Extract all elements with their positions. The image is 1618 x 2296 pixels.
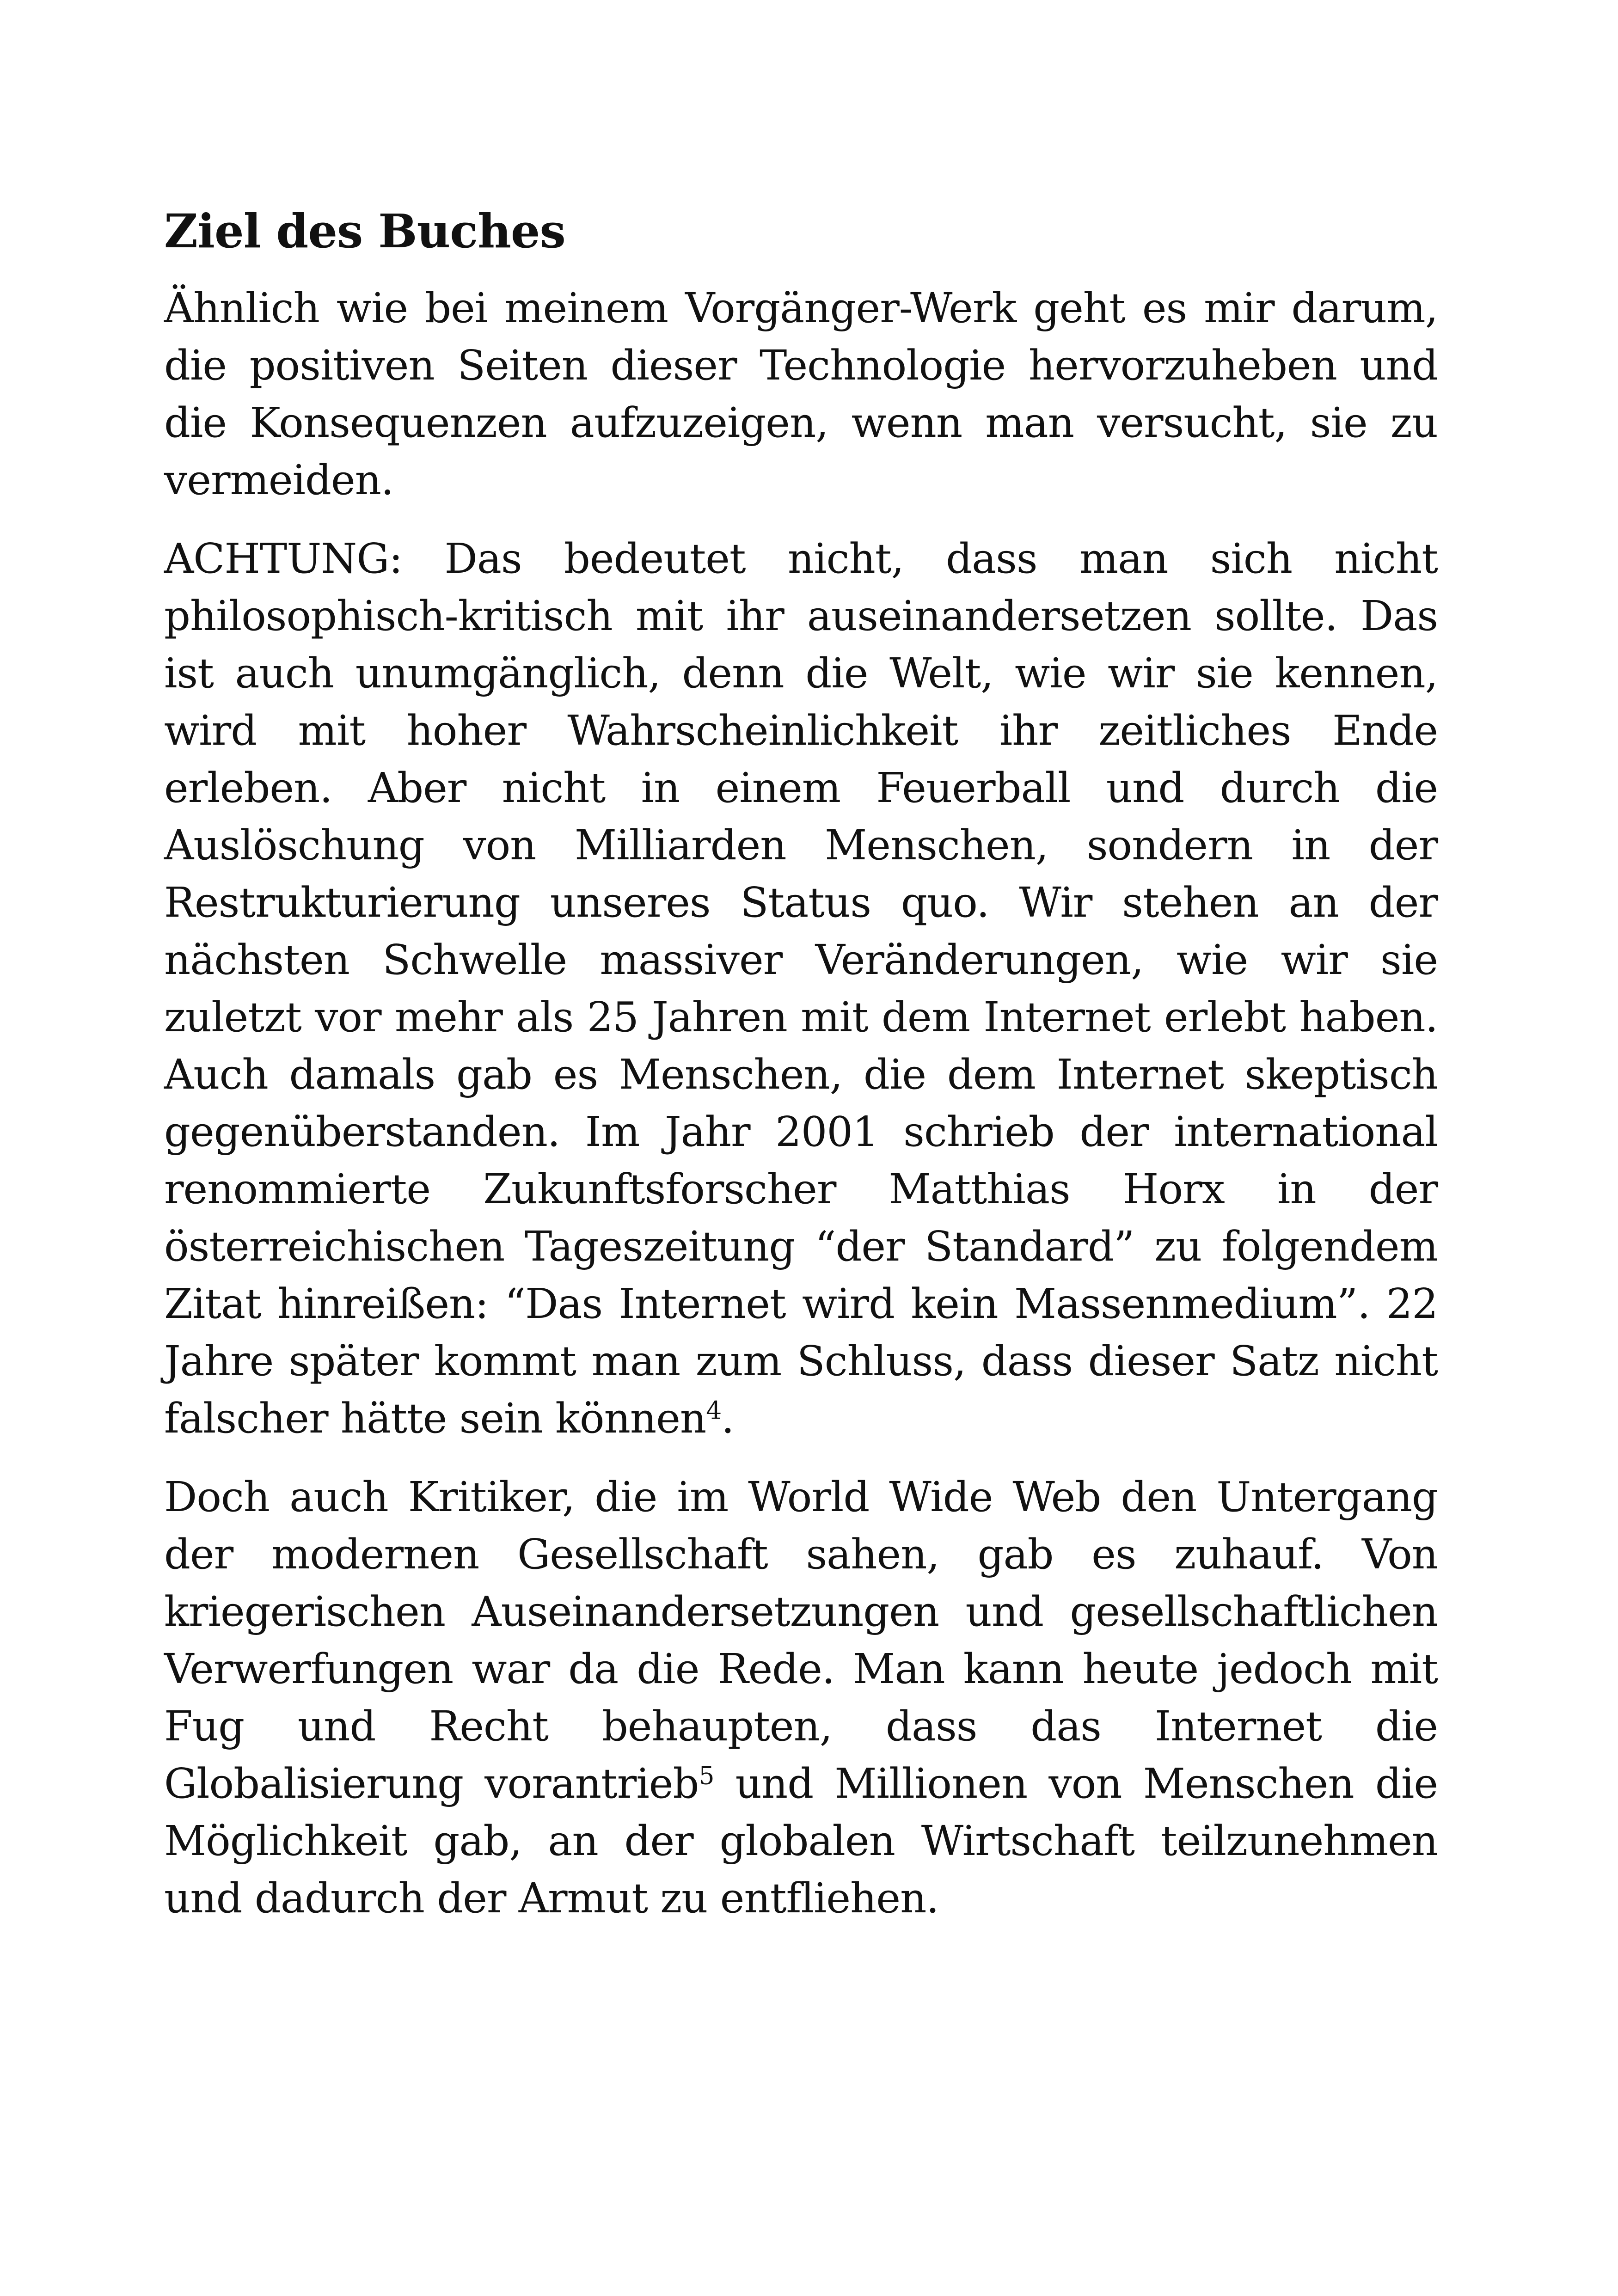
paragraph-achtung-end: .	[721, 1394, 734, 1442]
paragraph-kritiker-text-b: und Millionen von Menschen die Möglichkeit gab, an der globalen Wirtschaft teilzunehmen und dadurch der Armut zu entfliehen.	[164, 1759, 1438, 1922]
footnote-marker-5[interactable]: 5	[699, 1761, 714, 1790]
paragraph-kritiker-text-a: Doch auch Kritiker, die im World Wide Web den Untergang der modernen Gesellschaft sahen, gab es zuhauf. Von kriegerischen Auseinandersetzungen und gesellschaftlichen Verwerfungen war da die Rede. Man kann heute jedoch mit Fug und Recht behaupten, dass das Internet die Globalisierung vorantrieb	[164, 1473, 1438, 1807]
book-page	[164, 203, 1438, 1927]
footnote-marker-4[interactable]: 4	[706, 1396, 722, 1425]
paragraph-kritiker	[164, 1468, 1438, 1927]
paragraph-achtung-text: ACHTUNG: Das bedeutet nicht, dass man sich nicht philosophisch-kritisch mit ihr auseinandersetzen sollte. Das ist auch unumgänglich, denn die Welt, wie wir sie kennen, wird mit hoher Wahrscheinlichkeit ihr zeitliches Ende erleben. Aber nicht in einem Feuerball und durch die Auslöschung von Milliarden Menschen, sondern in der Restrukturierung unseres Status quo. Wir stehen an der nächsten Schwelle massiver Veränderungen, wie wir sie zuletzt vor mehr als 25 Jahren mit dem Internet erlebt haben. Auch damals gab es Menschen, die dem Internet skeptisch gegenüberstanden. Im Jahr 2001 schrieb der international renommierte Zukunftsforscher Matthias Horx in der österreichischen Tageszeitung “der Standard” zu folgendem Zitat hinreißen: “Das Internet wird kein Massenmedium”. 22 Jahre später kommt man zum Schluss, dass dieser Satz nicht falscher hätte sein können	[164, 534, 1438, 1442]
section-heading: Ziel des Buches	[164, 204, 565, 258]
paragraph-intro	[164, 279, 1438, 508]
paragraph-achtung	[164, 530, 1438, 1447]
paragraph-intro-text: Ähnlich wie bei meinem Vorgänger-Werk geht es mir darum, die positiven Seiten dieser Technologie hervorzuheben und die Konsequenzen aufzuzeigen, wenn man versucht, sie zu vermeiden.	[164, 284, 1438, 504]
